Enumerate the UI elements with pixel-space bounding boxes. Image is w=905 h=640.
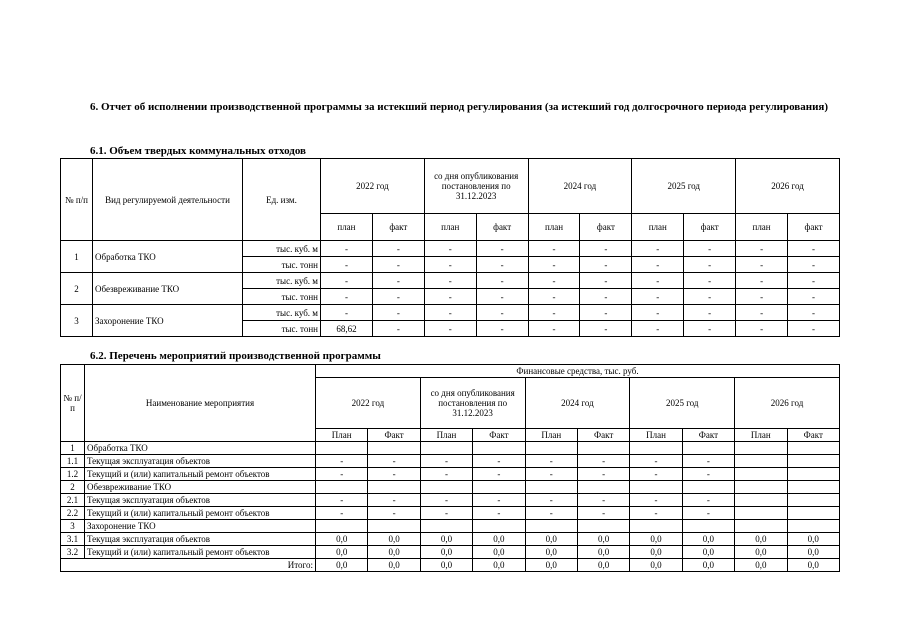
value-cell: - bbox=[736, 241, 788, 257]
value-cell: - bbox=[476, 289, 528, 305]
measure-name: Текущая эксплуатация объектов bbox=[85, 494, 316, 507]
value-cell bbox=[368, 481, 420, 494]
value-cell: - bbox=[424, 257, 476, 273]
row-num: 3 bbox=[61, 305, 93, 337]
value-cell: - bbox=[316, 494, 368, 507]
row-num: 1.1 bbox=[61, 455, 85, 468]
unit-cell: тыс. тонн bbox=[243, 257, 321, 273]
unit-cell: тыс. тонн bbox=[243, 321, 321, 337]
value-cell: - bbox=[684, 305, 736, 321]
table-row bbox=[61, 494, 840, 507]
value-cell bbox=[473, 520, 525, 533]
value-cell: 0,0 bbox=[682, 533, 734, 546]
value-cell: - bbox=[321, 289, 373, 305]
value-cell bbox=[420, 481, 472, 494]
value-cell: - bbox=[580, 257, 632, 273]
value-cell bbox=[630, 442, 682, 455]
value-cell: - bbox=[580, 241, 632, 257]
unit-cell: тыс. куб. м bbox=[243, 241, 321, 257]
header-fact: Факт bbox=[787, 429, 839, 442]
value-cell: 0,0 bbox=[368, 546, 420, 559]
table-row bbox=[61, 481, 840, 494]
value-cell: - bbox=[476, 257, 528, 273]
header-fact: факт bbox=[580, 214, 632, 241]
value-cell bbox=[735, 468, 787, 481]
value-cell: 0,0 bbox=[787, 546, 839, 559]
value-cell bbox=[682, 520, 734, 533]
value-cell: - bbox=[525, 494, 577, 507]
value-cell: - bbox=[632, 321, 684, 337]
value-cell bbox=[735, 442, 787, 455]
program-measures-table bbox=[60, 364, 840, 572]
value-cell: - bbox=[577, 468, 629, 481]
value-cell bbox=[525, 442, 577, 455]
value-cell: 0,0 bbox=[420, 533, 472, 546]
header-plan: План bbox=[630, 429, 682, 442]
header-measure-name: Наименование мероприятия bbox=[85, 365, 316, 442]
total-value-cell: 0,0 bbox=[630, 559, 682, 572]
value-cell: - bbox=[476, 273, 528, 289]
value-cell: - bbox=[788, 241, 840, 257]
table-row bbox=[61, 241, 840, 257]
value-cell: 0,0 bbox=[420, 546, 472, 559]
value-cell bbox=[316, 442, 368, 455]
row-num: 2 bbox=[61, 481, 85, 494]
value-cell: - bbox=[321, 257, 373, 273]
value-cell: - bbox=[372, 305, 424, 321]
value-cell: 0,0 bbox=[787, 533, 839, 546]
table-row bbox=[61, 455, 840, 468]
value-cell: 0,0 bbox=[682, 546, 734, 559]
value-cell: - bbox=[630, 507, 682, 520]
table-row bbox=[61, 365, 840, 378]
value-cell: - bbox=[682, 494, 734, 507]
value-cell: - bbox=[736, 273, 788, 289]
header-fact: факт bbox=[788, 214, 840, 241]
value-cell: - bbox=[372, 273, 424, 289]
value-cell: - bbox=[525, 468, 577, 481]
value-cell: - bbox=[736, 305, 788, 321]
value-cell bbox=[735, 494, 787, 507]
header-unit: Ед. изм. bbox=[243, 159, 321, 241]
value-cell: 0,0 bbox=[577, 546, 629, 559]
value-cell: - bbox=[630, 468, 682, 481]
value-cell: - bbox=[577, 507, 629, 520]
header-plan: план bbox=[736, 214, 788, 241]
unit-cell: тыс. куб. м bbox=[243, 305, 321, 321]
value-cell: 68,62 bbox=[321, 321, 373, 337]
measure-name: Текущий и (или) капитальный ремонт объектов bbox=[85, 507, 316, 520]
header-plan: план bbox=[528, 214, 580, 241]
value-cell bbox=[577, 520, 629, 533]
value-cell: - bbox=[632, 241, 684, 257]
value-cell: - bbox=[528, 273, 580, 289]
value-cell: - bbox=[577, 494, 629, 507]
value-cell: - bbox=[632, 305, 684, 321]
value-cell: 0,0 bbox=[525, 533, 577, 546]
value-cell: - bbox=[424, 289, 476, 305]
header-num: № п/п bbox=[61, 159, 93, 241]
value-cell bbox=[787, 507, 839, 520]
header-plan: План bbox=[525, 429, 577, 442]
value-cell: - bbox=[577, 455, 629, 468]
header-period: со дня опубликования постановления по 31.12.2023 bbox=[424, 159, 528, 214]
value-cell: - bbox=[368, 455, 420, 468]
value-cell: 0,0 bbox=[316, 533, 368, 546]
row-num: 1 bbox=[61, 442, 85, 455]
value-cell bbox=[577, 481, 629, 494]
value-cell: - bbox=[420, 494, 472, 507]
value-cell bbox=[420, 442, 472, 455]
value-cell: - bbox=[632, 273, 684, 289]
table-row bbox=[61, 559, 840, 572]
unit-cell: тыс. тонн bbox=[243, 289, 321, 305]
header-plan: план bbox=[632, 214, 684, 241]
row-num: 2.2 bbox=[61, 507, 85, 520]
value-cell: - bbox=[368, 468, 420, 481]
header-num: № п/п bbox=[61, 365, 85, 442]
table-row bbox=[61, 305, 840, 321]
value-cell: - bbox=[316, 455, 368, 468]
value-cell bbox=[735, 520, 787, 533]
measure-name: Текущая эксплуатация объектов bbox=[85, 455, 316, 468]
value-cell: - bbox=[372, 321, 424, 337]
section-1-title: 6.1. Объем твердых коммунальных отходов bbox=[90, 145, 306, 157]
value-cell: 0,0 bbox=[473, 546, 525, 559]
value-cell bbox=[368, 520, 420, 533]
value-cell bbox=[787, 494, 839, 507]
value-cell: - bbox=[684, 321, 736, 337]
value-cell: 0,0 bbox=[735, 546, 787, 559]
value-cell bbox=[630, 520, 682, 533]
header-period: 2025 год bbox=[632, 159, 736, 214]
total-value-cell: 0,0 bbox=[525, 559, 577, 572]
value-cell: - bbox=[525, 455, 577, 468]
header-period: 2026 год bbox=[736, 159, 840, 214]
total-value-cell: 0,0 bbox=[577, 559, 629, 572]
table-row bbox=[61, 159, 840, 214]
value-cell: - bbox=[368, 507, 420, 520]
header-fact: Факт bbox=[682, 429, 734, 442]
value-cell bbox=[316, 481, 368, 494]
value-cell: - bbox=[684, 257, 736, 273]
value-cell bbox=[787, 455, 839, 468]
header-fact: факт bbox=[684, 214, 736, 241]
value-cell: - bbox=[632, 257, 684, 273]
value-cell bbox=[525, 481, 577, 494]
value-cell: - bbox=[420, 468, 472, 481]
activity-name: Обработка ТКО bbox=[93, 241, 243, 273]
value-cell: 0,0 bbox=[630, 533, 682, 546]
value-cell bbox=[682, 481, 734, 494]
measure-name: Текущая эксплуатация объектов bbox=[85, 533, 316, 546]
activity-name: Обезвреживание ТКО bbox=[93, 273, 243, 305]
row-num: 1 bbox=[61, 241, 93, 273]
row-num: 3.1 bbox=[61, 533, 85, 546]
value-cell: - bbox=[476, 241, 528, 257]
value-cell: - bbox=[528, 305, 580, 321]
value-cell: - bbox=[476, 305, 528, 321]
value-cell: - bbox=[372, 241, 424, 257]
value-cell: - bbox=[372, 257, 424, 273]
value-cell bbox=[525, 520, 577, 533]
header-plan: план bbox=[321, 214, 373, 241]
header-period: 2026 год bbox=[735, 378, 840, 429]
value-cell: - bbox=[788, 321, 840, 337]
value-cell: - bbox=[368, 494, 420, 507]
value-cell: - bbox=[424, 321, 476, 337]
total-value-cell: 0,0 bbox=[316, 559, 368, 572]
value-cell: - bbox=[424, 273, 476, 289]
header-fact: факт bbox=[476, 214, 528, 241]
table-row bbox=[61, 546, 840, 559]
value-cell bbox=[577, 442, 629, 455]
header-plan: План bbox=[420, 429, 472, 442]
header-plan: План bbox=[735, 429, 787, 442]
value-cell: - bbox=[684, 241, 736, 257]
header-finance: Финансовые средства, тыс. руб. bbox=[316, 365, 840, 378]
value-cell: - bbox=[528, 289, 580, 305]
total-value-cell: 0,0 bbox=[420, 559, 472, 572]
table-row bbox=[61, 468, 840, 481]
header-fact: Факт bbox=[473, 429, 525, 442]
value-cell: 0,0 bbox=[735, 533, 787, 546]
value-cell bbox=[787, 520, 839, 533]
unit-cell: тыс. куб. м bbox=[243, 273, 321, 289]
value-cell bbox=[368, 442, 420, 455]
value-cell: 0,0 bbox=[630, 546, 682, 559]
row-num: 3.2 bbox=[61, 546, 85, 559]
value-cell bbox=[473, 442, 525, 455]
total-value-cell: 0,0 bbox=[473, 559, 525, 572]
value-cell: - bbox=[525, 507, 577, 520]
table-row bbox=[61, 273, 840, 289]
value-cell: - bbox=[684, 273, 736, 289]
total-value-cell: 0,0 bbox=[787, 559, 839, 572]
value-cell: - bbox=[321, 241, 373, 257]
value-cell: - bbox=[528, 257, 580, 273]
value-cell bbox=[787, 468, 839, 481]
header-fact: Факт bbox=[577, 429, 629, 442]
value-cell: - bbox=[473, 455, 525, 468]
table-row bbox=[61, 442, 840, 455]
value-cell: - bbox=[473, 494, 525, 507]
header-fact: Факт bbox=[368, 429, 420, 442]
header-period: 2022 год bbox=[321, 159, 425, 214]
value-cell: - bbox=[736, 289, 788, 305]
header-plan: план bbox=[424, 214, 476, 241]
value-cell: - bbox=[476, 321, 528, 337]
value-cell: - bbox=[630, 494, 682, 507]
value-cell: - bbox=[682, 455, 734, 468]
value-cell: - bbox=[580, 305, 632, 321]
value-cell: 0,0 bbox=[368, 533, 420, 546]
measure-name: Захоронение ТКО bbox=[85, 520, 316, 533]
row-num: 3 bbox=[61, 520, 85, 533]
value-cell: - bbox=[321, 305, 373, 321]
value-cell: - bbox=[580, 289, 632, 305]
value-cell: 0,0 bbox=[316, 546, 368, 559]
value-cell: - bbox=[372, 289, 424, 305]
row-num: 1.2 bbox=[61, 468, 85, 481]
value-cell: - bbox=[788, 305, 840, 321]
total-value-cell: 0,0 bbox=[735, 559, 787, 572]
value-cell: - bbox=[788, 257, 840, 273]
measure-name: Обезвреживание ТКО bbox=[85, 481, 316, 494]
header-period: 2022 год bbox=[316, 378, 421, 429]
activity-name: Захоронение ТКО bbox=[93, 305, 243, 337]
value-cell: 0,0 bbox=[525, 546, 577, 559]
measure-name: Текущий и (или) капитальный ремонт объектов bbox=[85, 468, 316, 481]
tko-volume-table bbox=[60, 158, 840, 337]
value-cell bbox=[420, 520, 472, 533]
value-cell: - bbox=[528, 321, 580, 337]
value-cell: 0,0 bbox=[473, 533, 525, 546]
value-cell: - bbox=[424, 241, 476, 257]
value-cell bbox=[735, 507, 787, 520]
header-plan: План bbox=[316, 429, 368, 442]
value-cell: - bbox=[420, 507, 472, 520]
total-value-cell: 0,0 bbox=[368, 559, 420, 572]
value-cell bbox=[682, 442, 734, 455]
value-cell bbox=[473, 481, 525, 494]
value-cell bbox=[787, 442, 839, 455]
value-cell: - bbox=[788, 289, 840, 305]
table-row bbox=[61, 507, 840, 520]
table-row bbox=[61, 533, 840, 546]
section-2-title: 6.2. Перечень мероприятий производственной программы bbox=[90, 350, 381, 362]
header-period: со дня опубликования постановления по 31.12.2023 bbox=[420, 378, 525, 429]
table-row bbox=[61, 520, 840, 533]
row-num: 2 bbox=[61, 273, 93, 305]
header-fact: факт bbox=[372, 214, 424, 241]
row-num: 2.1 bbox=[61, 494, 85, 507]
value-cell: - bbox=[630, 455, 682, 468]
value-cell: - bbox=[682, 507, 734, 520]
value-cell: - bbox=[736, 257, 788, 273]
value-cell: - bbox=[316, 468, 368, 481]
value-cell: - bbox=[580, 273, 632, 289]
report-heading: 6. Отчет об исполнении производственной программы за истекший период регулирования (за истекший год долгосрочного периода регулирования) bbox=[90, 101, 829, 113]
header-period: 2024 год bbox=[528, 159, 632, 214]
value-cell: - bbox=[580, 321, 632, 337]
header-activity: Вид регулируемой деятельности bbox=[93, 159, 243, 241]
value-cell: 0,0 bbox=[577, 533, 629, 546]
value-cell: - bbox=[684, 289, 736, 305]
value-cell bbox=[316, 520, 368, 533]
value-cell: - bbox=[473, 468, 525, 481]
value-cell: - bbox=[632, 289, 684, 305]
measure-name: Обработка ТКО bbox=[85, 442, 316, 455]
measure-name: Текущий и (или) капитальный ремонт объектов bbox=[85, 546, 316, 559]
value-cell: - bbox=[736, 321, 788, 337]
value-cell bbox=[735, 455, 787, 468]
value-cell bbox=[735, 481, 787, 494]
value-cell: - bbox=[473, 507, 525, 520]
value-cell: - bbox=[424, 305, 476, 321]
header-period: 2024 год bbox=[525, 378, 630, 429]
value-cell: - bbox=[316, 507, 368, 520]
total-value-cell: 0,0 bbox=[682, 559, 734, 572]
value-cell bbox=[787, 481, 839, 494]
value-cell: - bbox=[682, 468, 734, 481]
header-period: 2025 год bbox=[630, 378, 735, 429]
value-cell: - bbox=[788, 273, 840, 289]
total-label: Итого: bbox=[61, 559, 316, 572]
value-cell bbox=[630, 481, 682, 494]
value-cell: - bbox=[528, 241, 580, 257]
value-cell: - bbox=[420, 455, 472, 468]
value-cell: - bbox=[321, 273, 373, 289]
